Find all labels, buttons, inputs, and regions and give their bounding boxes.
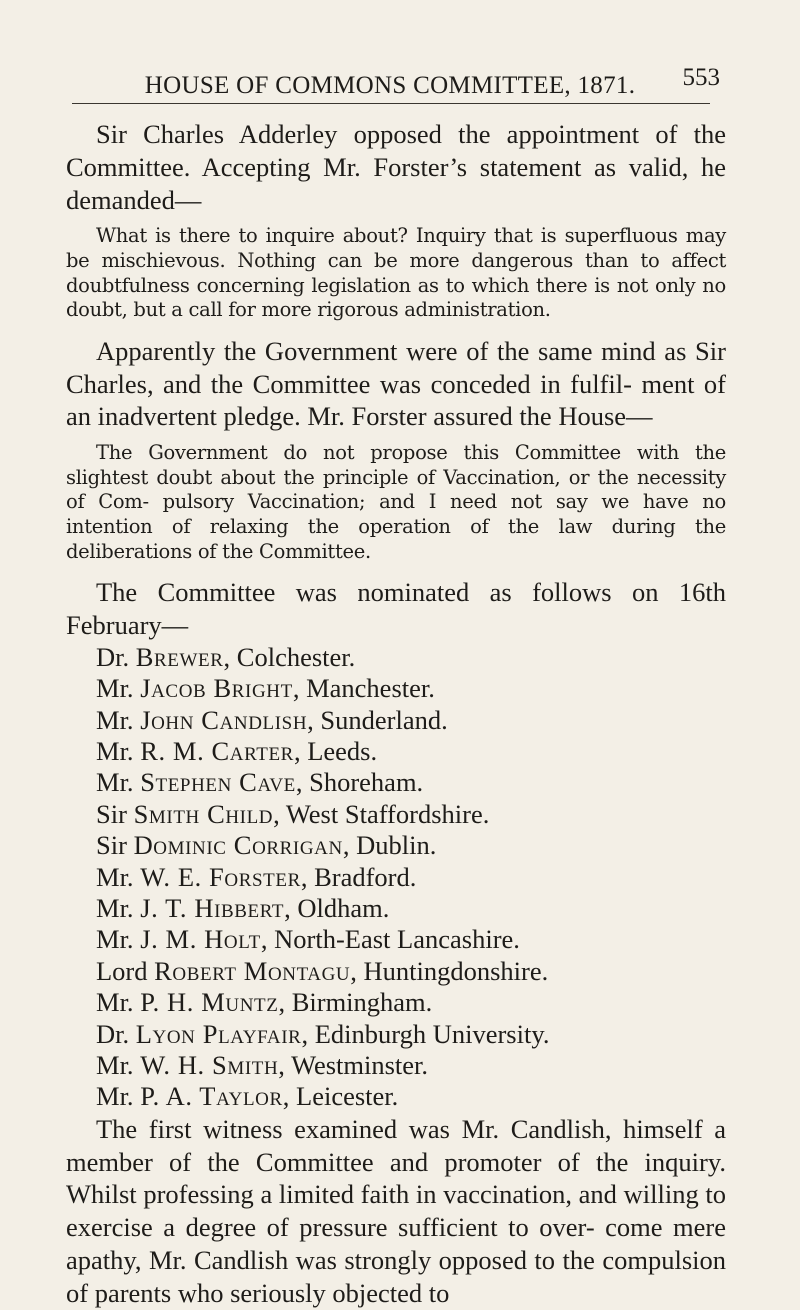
- list-item: Lord Robert Montagu, Huntingdonshire.: [96, 955, 549, 986]
- list-item: Mr. R. M. Carter, Leeds.: [96, 735, 378, 766]
- page-header: [60, 64, 720, 106]
- page-number: 553: [682, 64, 720, 91]
- quote-forster: The Government do not propose this Committee with the slightest doubt about the principle of Vaccination, or the necessity of Com- pulsory Vaccination; and I need not say we have no intention of relaxing the operation of the law during the deliberations of the Committee.: [66, 441, 726, 563]
- list-item: Sir Dominic Corrigan, Dublin.: [96, 830, 437, 861]
- list-item: Mr. Stephen Cave, Shoreham.: [96, 767, 424, 798]
- list-item: Mr. P. H. Muntz, Birmingham.: [96, 987, 433, 1018]
- list-item: Mr. W. H. Smith, Westminster.: [96, 1050, 429, 1080]
- list-item: Mr. P. A. Taylor, Leicester.: [96, 1081, 399, 1112]
- list-item: Mr. J. M. Holt, North-East Lancashire.: [96, 924, 520, 955]
- body-text: [66, 118, 726, 1310]
- list-item: Sir Smith Child, West Staffordshire.: [96, 798, 490, 829]
- quote-adderley: What is there to inquire about? Inquiry that is superfluous may be mischievous. Nothing can be more dangerous than to affect doubtfulness concerning legislation as to which there is not only no doubt, but a call for more rigorous administration.: [66, 224, 726, 322]
- list-item: Mr. Jacob Bright, Manchester.: [96, 673, 435, 704]
- list-item: Mr. John Candlish, Sunderland.: [96, 704, 448, 735]
- committee-member-list: [66, 642, 726, 1113]
- list-item: Mr. W. E. Forster, Bradford.: [96, 861, 417, 892]
- paragraph-adderley: Sir Charles Adderley opposed the appointment of the Committee. Accepting Mr. Forster’s statement as valid, he demanded—: [66, 119, 726, 215]
- paragraph-candlish: The first witness examined was Mr. Candlish, himself a member of the Committee and promoter of the inquiry. Whilst professing a limited faith in vaccination, and willing to exercise a degree of pressure sufficient to over- come mere apathy, Mr. Candlish was strongly opposed to the compulsion of parents who seriously objected to: [66, 1113, 726, 1308]
- list-item: Dr. Lyon Playfair, Edinburgh University.: [96, 1018, 550, 1049]
- paragraph-nomination: The Committee was nominated as follows on 16th February—: [66, 577, 726, 640]
- list-item: Mr. J. T. Hibbert, Oldham.: [96, 892, 390, 923]
- running-head: HOUSE OF COMMONS COMMITTEE, 1871.: [144, 72, 636, 99]
- paragraph-government: Apparently the Government were of the same mind as Sir Charles, and the Committee was conceded in fulfil- ment of an inadvertent pledge. Mr. Forster assured the House—: [66, 335, 726, 432]
- header-rule: [72, 103, 710, 104]
- list-item: Dr. Brewer, Colchester.: [96, 641, 356, 672]
